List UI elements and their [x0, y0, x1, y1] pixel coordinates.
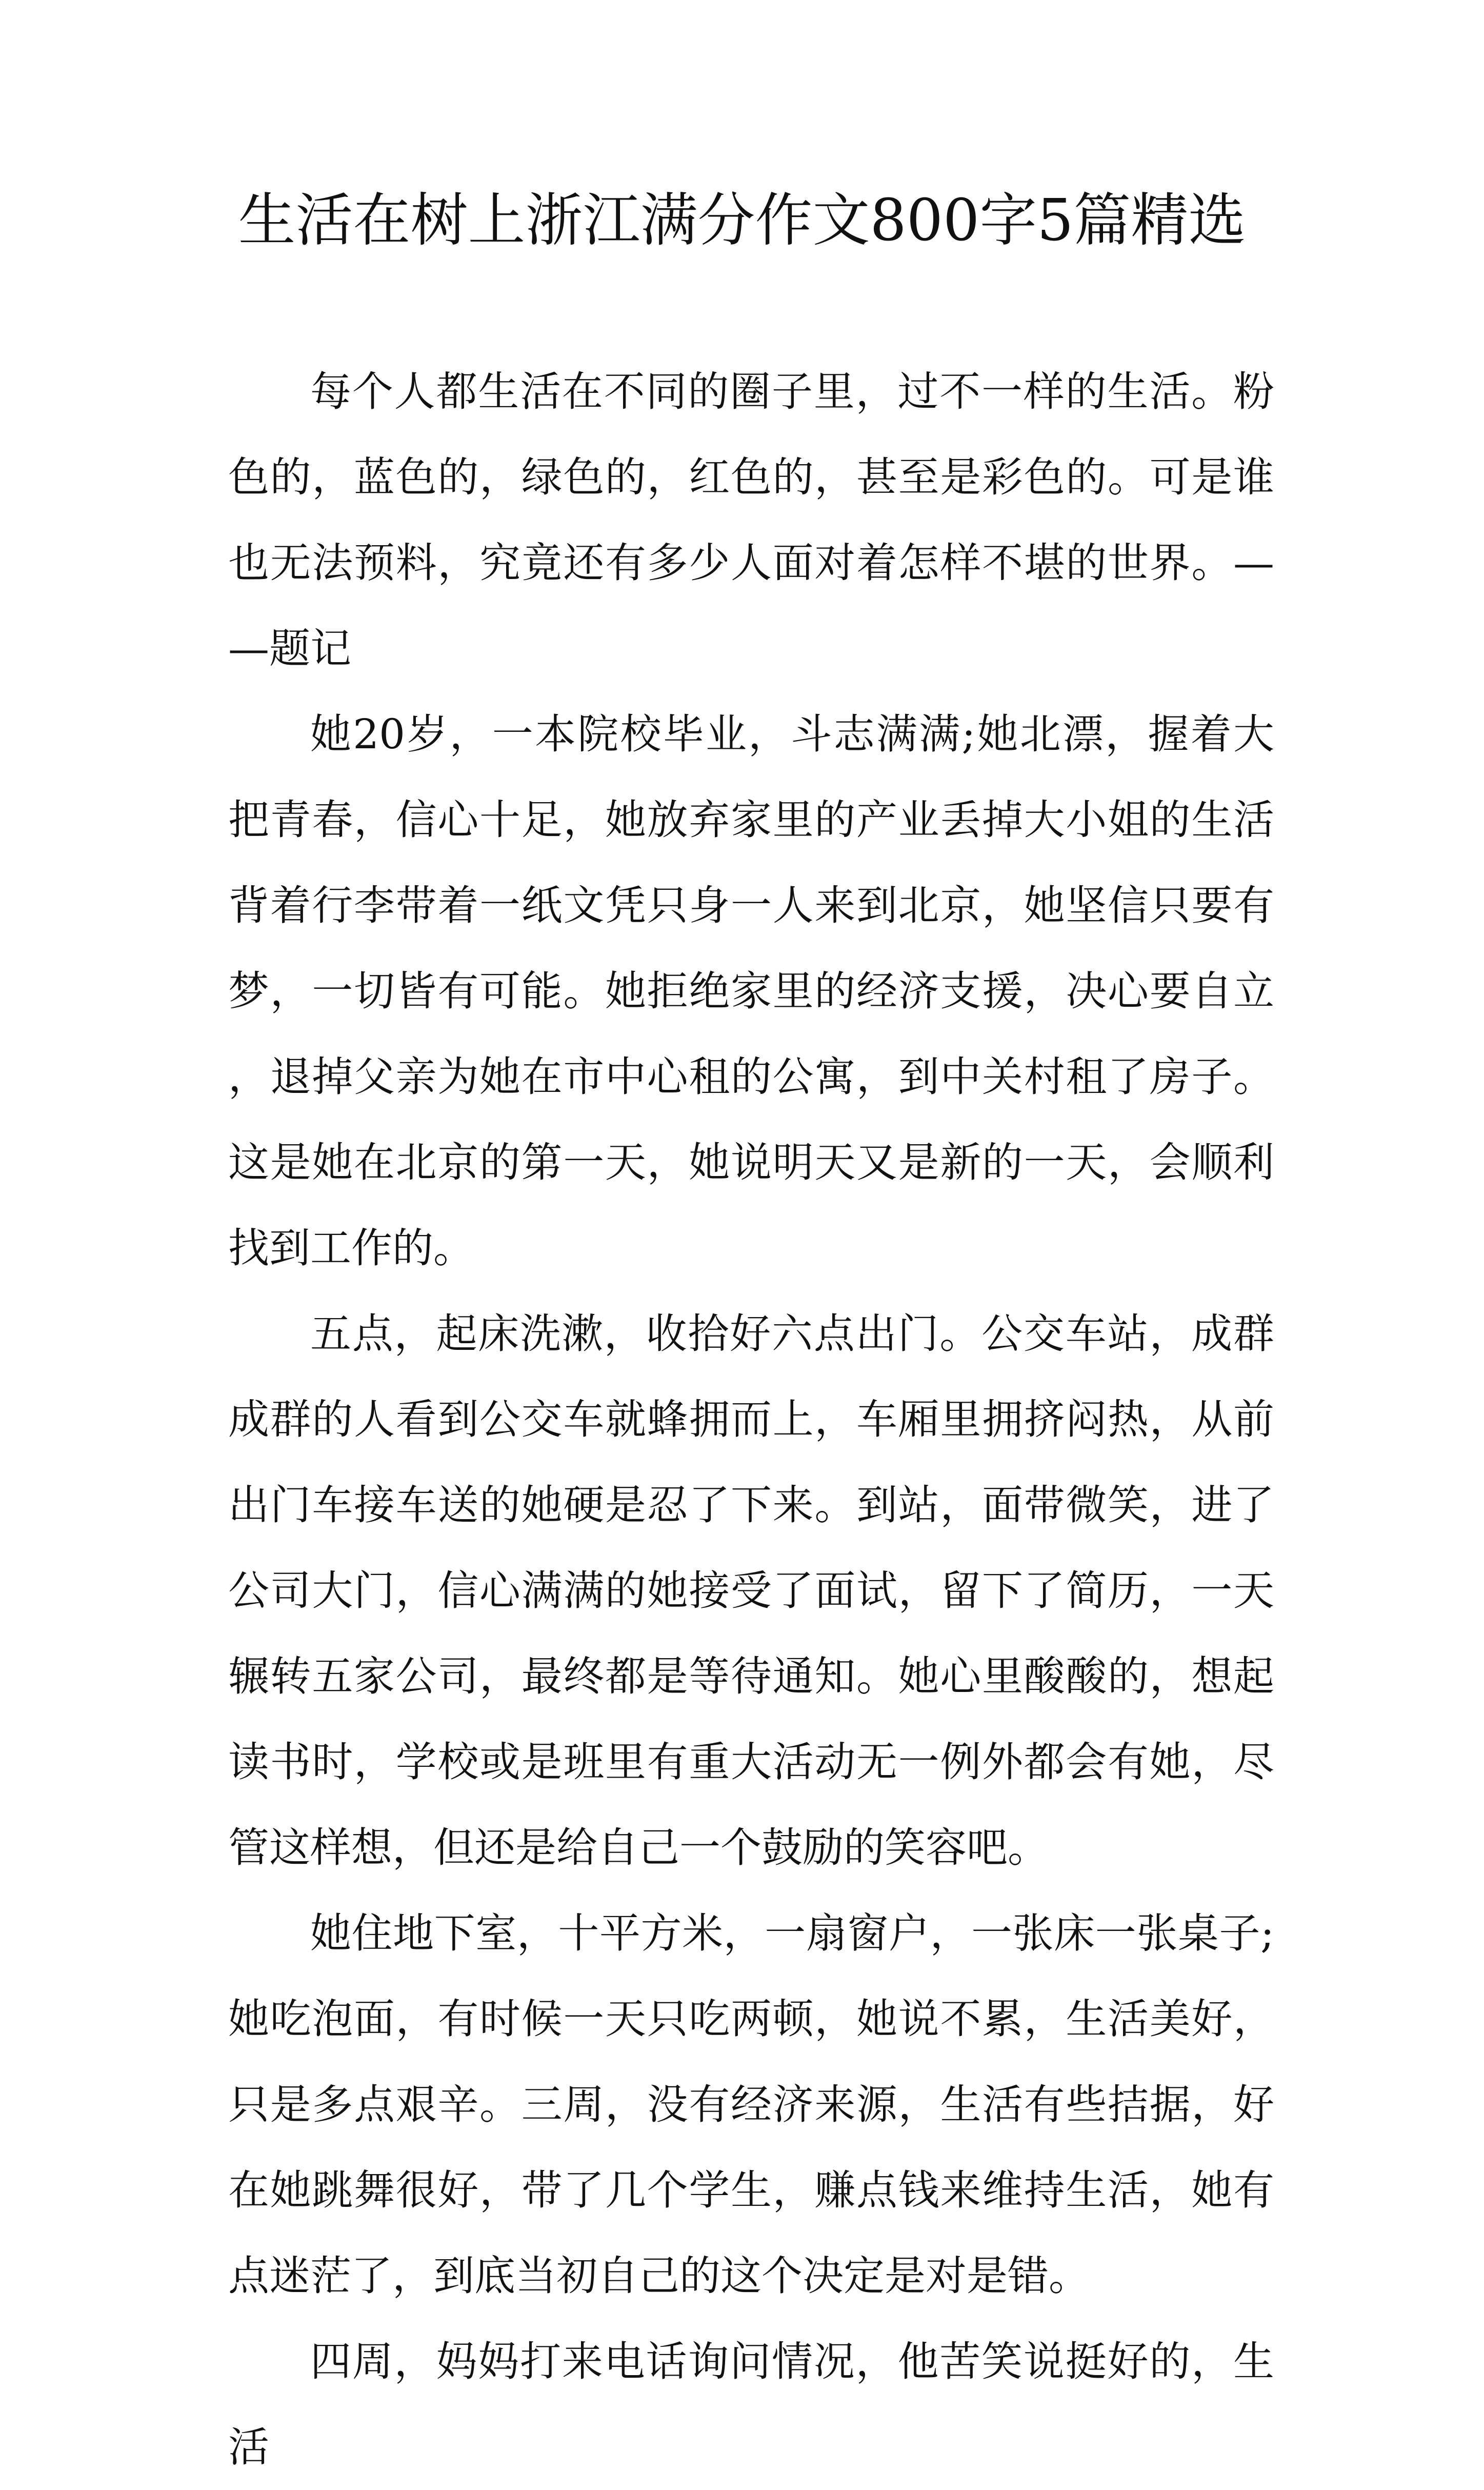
paragraph-preface: 每个人都生活在不同的圈子里，过不一样的生活。粉色的，蓝色的，绿色的，红色的，甚至是彩色的。可是谁也无法预料，究竟还有多少人面对着怎样不堪的世界。——题记 [228, 368, 1274, 672]
paragraph-phone-call: 四周，妈妈打来电话询问情况，他苦笑说挺好的，生活 [228, 2338, 1274, 2471]
paragraph-basement-life: 她住地下室，十平方米，一扇窗户，一张床一张桌子;她吃泡面，有时候一天只吃两顿，她说不累，生活美好，只是多点艰辛。三周，没有经济来源，生活有些拮据，好在她跳舞很好，带了几个学生，赚点钱来维持生活，她有点迷茫了，到底当初自己的这个决定是对是错。 [228, 1909, 1274, 2300]
paragraph-job-search: 五点，起床洗漱，收拾好六点出门。公交车站，成群成群的人看到公交车就蜂拥而上，车厢里拥挤闷热，从前出门车接车送的她硬是忍了下来。到站，面带微笑，进了公司大门，信心满满的她接受了面试，留下了简历，一天辗转五家公司，最终都是等待通知。她心里酸酸的，想起读书时，学校或是班里有重大活动无一例外都会有她，尽管这样想，但还是给自己一个鼓励的笑容吧。 [228, 1310, 1274, 1871]
paragraph-arrival: 她20岁，一本院校毕业，斗志满满;她北漂，握着大把青春，信心十足，她放弃家里的产业丢掉大小姐的生活背着行李带着一纸文凭只身一人来到北京，她坚信只要有梦，一切皆有可能。她拒绝家里的经济支援，决心要自立，退掉父亲为她在市中心租的公寓，到中关村租了房子。这是她在北京的第一天，她说明天又是新的一天，会顺利找到工作的。 [228, 710, 1274, 1272]
document-title: 生活在树上浙江满分作文800字5篇精选 [238, 187, 1246, 254]
document-body [228, 349, 1274, 2490]
